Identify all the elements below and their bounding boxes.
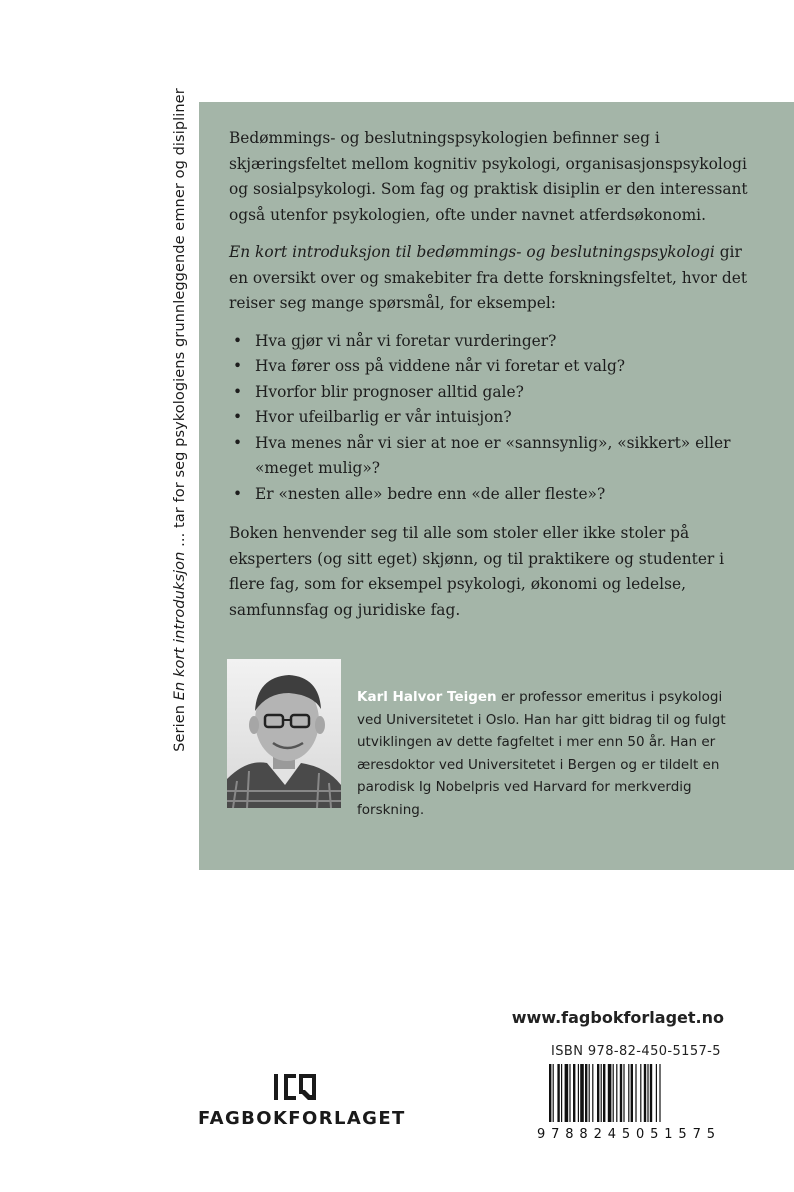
publisher-url[interactable]: www.fagbokforlaget.no [511,1008,724,1027]
list-item [229,431,749,482]
blurb-overview-text: gir en oversikt over og smakebiter fra dette forskningsfeltet, hvor det reiser seg mange spørsmål, for eksempel: [229,243,748,312]
blurb-overview [229,240,749,317]
question-text: Hva gjør vi når vi foretar vurderinger? [255,331,557,350]
question-text: Hva fører oss på viddene når vi foretar et valg? [255,357,626,375]
author-bio [357,686,747,822]
bullet-icon: • [233,331,243,350]
spine-series-text [168,88,192,752]
list-item [229,329,749,355]
publisher-logo-icon [272,1072,318,1102]
bullet-icon: • [233,408,243,426]
blurb-audience: Boken henvender seg til alle som stoler eller ikke stoler på eksperters (og sitt eget) skjønn, og til praktikere og studenter i flere fag, som for eksempel psykologi, økonomi og ledelse, samfunnsfag og juridiske fag. [229,524,725,619]
question-text: Hvor ufeilbarlig er vår intuisjon? [255,408,512,426]
spine-series-title: En kort introduksjon [172,551,188,701]
barcode-digits: 9788245051575 [537,1127,715,1140]
spine-suffix: ... tar for seg psykologiens grunnleggende emner og disipliner [172,88,188,552]
author-bio-text: er professor emeritus i psykologi ved Universitetet i Oslo. Han har gitt bidrag til og fulgt utviklingen av dette fagfeltet i mer enn 50 år. Han er æresdoktor ved Universitetet i Bergen og er tildelt en parodisk Ig Nobelpris ved Harvard for merkverdig forskning. [357,689,726,818]
spine-prefix: Serien [172,700,188,752]
list-item [229,380,749,406]
question-text: Hva menes når vi sier at noe er «sannsynlig», «sikkert» eller «meget mulig»? [255,433,731,477]
list-item [229,405,749,431]
question-text: Er «nesten alle» bedre enn «de aller fleste»? [255,484,606,503]
question-list [229,329,749,508]
bullet-icon: • [233,433,243,452]
book-title: En kort introduksjon til bedømmings- og beslutningspsykologi [229,243,715,261]
list-item [229,354,749,380]
list-item [229,482,749,508]
author-photo [227,659,341,808]
bullet-icon: • [233,357,243,375]
bullet-icon: • [233,484,243,503]
bullet-icon: • [233,382,243,401]
isbn-label: ISBN 978-82-450-5157-5 [551,1044,721,1059]
author-name: Karl Halvor Teigen [357,689,497,705]
barcode [535,1062,720,1140]
publisher-name: FAGBOKFORLAGET [198,1108,406,1129]
blurb-intro: Bedømmings- og beslutningspsykologien befinner seg i skjæringsfeltet mellom kognitiv psykologi, organisasjonspsykologi og sosialpsykologi. Som fag og praktisk disiplin er den interessant også utenfor psykologien, ofte under navnet atferdsøkonomi. [229,129,748,224]
question-text: Hvorfor blir prognoser alltid gale? [255,382,524,401]
blurb [229,126,749,635]
